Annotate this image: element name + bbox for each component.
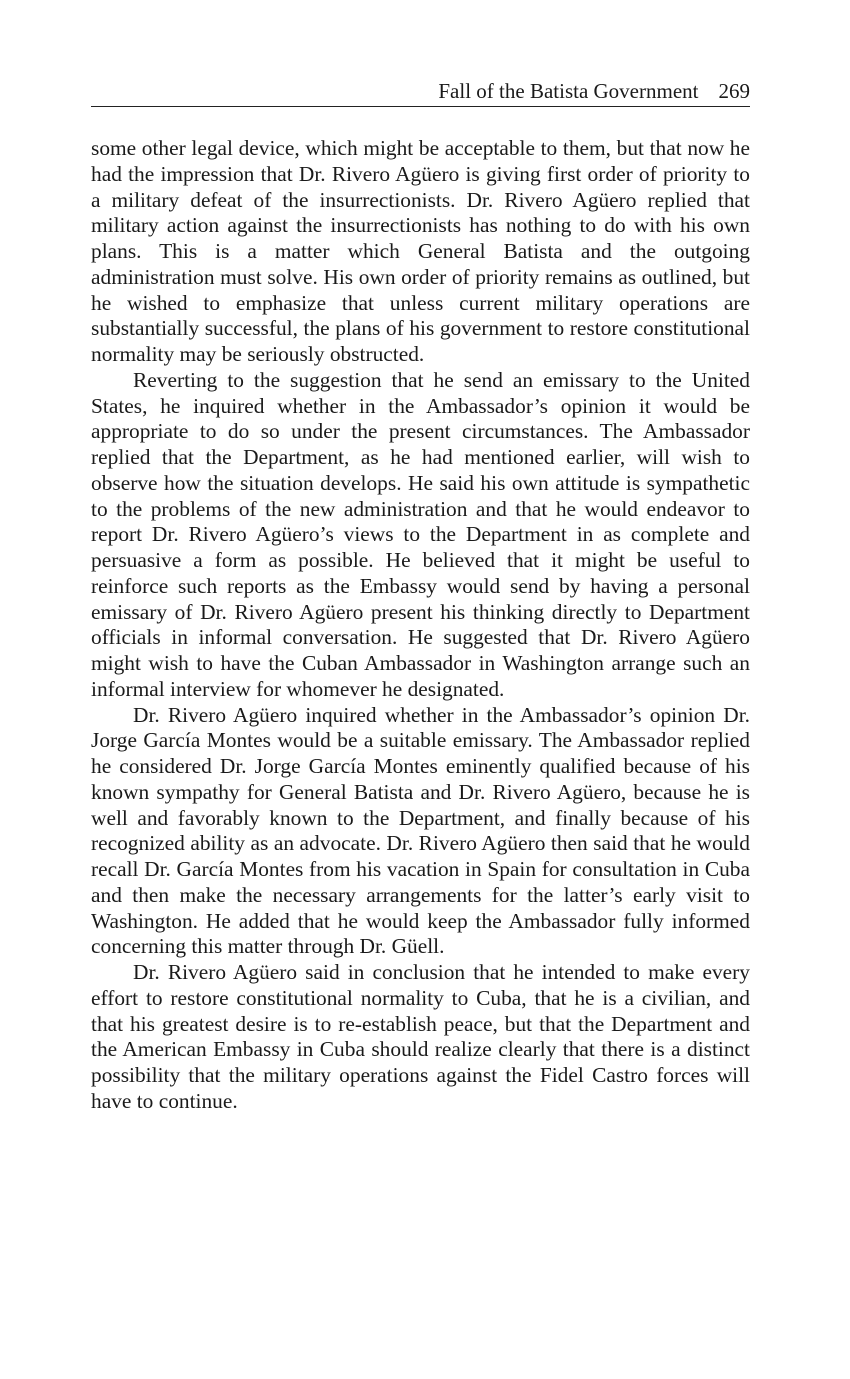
book-page bbox=[91, 78, 750, 1115]
running-head bbox=[91, 78, 750, 107]
paragraph: Dr. Rivero Agüero inquired whether in the Ambassador’s opinion Dr. Jorge García Montes would be a suitable emissary. The Ambassador replied he considered Dr. Jorge García Montes eminently qualified because of his known sympathy for General Batista and Dr. Rivero Agüero, because he is well and favorably known to the Department, and finally because of his recognized ability as an advocate. Dr. Rivero Agüero then said that he would recall Dr. García Montes from his vacation in Spain for consultation in Cuba and then make the necessary arrangements for the latter’s early visit to Washington. He added that he would keep the Ambassador fully informed concerning this matter through Dr. Güell. bbox=[91, 702, 750, 959]
paragraph: Dr. Rivero Agüero said in conclusion that he intended to make every effort to restore constitutional normality to Cuba, that he is a civilian, and that his greatest desire is to re-establish peace, but that the Department and the American Embassy in Cuba should realize clearly that there is a distinct possibility that the military operations against the Fidel Castro forces will have to continue. bbox=[91, 960, 750, 1113]
paragraph: Reverting to the suggestion that he send an emissary to the United States, he inquired whether in the Ambassador’s opinion it would be appropriate to do so under the present circumstances. The Ambassador replied that the Department, as he had mentioned earlier, will wish to observe how the situation develops. He said his own attitude is sympathetic to the problems of the new administration and that he would endeavor to report Dr. Rivero Agüero’s views to the Department in as complete and persuasive a form as possible. He believed that it might be useful to reinforce such reports as the Embassy would send by having a personal emissary of Dr. Rivero Agüero present his thinking directly to Department officials in informal conversation. He suggested that Dr. Rivero Agüero might wish to have the Cuban Ambassador in Washington arrange such an informal interview for whomever he designated. bbox=[91, 367, 750, 701]
body-text bbox=[91, 136, 750, 1115]
running-title: Fall of the Batista Government bbox=[438, 79, 699, 103]
paragraph: some other legal device, which might be acceptable to them, but that now he had the impression that Dr. Rivero Agüero is giving first order of priority to a military defeat of the insurrectionists. Dr. Rivero Agüero replied that military action against the insurrectionists has nothing to do with his own plans. This is a matter which General Batista and the outgoing administration must solve. His own order of priority remains as outlined, but he wished to emphasize that unless current military operations are substantially successful, the plans of his government to restore constitutional normality may be seriously obstructed. bbox=[91, 136, 750, 366]
page-number: 269 bbox=[718, 79, 750, 103]
